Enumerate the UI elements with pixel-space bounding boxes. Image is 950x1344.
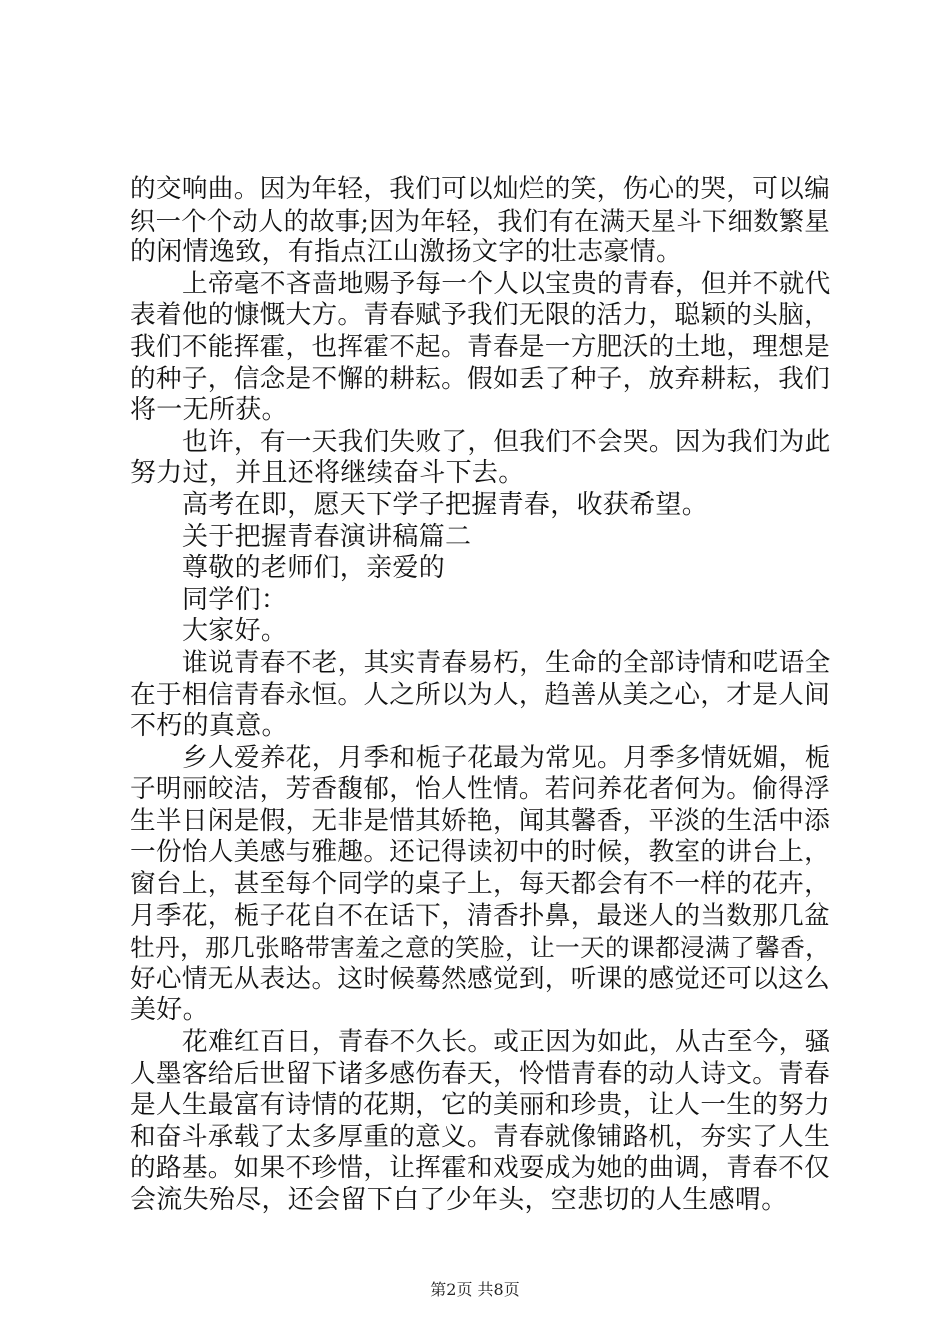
text-line: 生半日闲是假，无非是惜其娇艳，闻其馨香，平淡的生活中添	[130, 805, 830, 836]
text-line: 的路基。如果不珍惜，让挥霍和戏耍成为她的曲调，青春不仅	[130, 1153, 830, 1184]
paragraph	[130, 427, 830, 490]
text-line: 大家好。	[182, 616, 288, 647]
text-line: 的交响曲。因为年轻，我们可以灿烂的笑，伤心的哭，可以编	[130, 174, 830, 204]
page-footer: 第2页 共8页	[430, 1280, 520, 1299]
text-line: 乡人爱养花，月季和栀子花最为常见。月季多情妩媚，栀	[182, 742, 831, 773]
text-line: 高考在即，愿天下学子把握青春，收获希望。	[182, 489, 709, 520]
text-line: 同学们：	[182, 584, 288, 615]
text-line: 会流失殆尽，还会留下白了少年头，空悲切的人生感喟。	[130, 1185, 788, 1215]
text-line: 在于相信青春永恒。人之所以为人，趋善从美之心，才是人间	[130, 679, 830, 710]
text-line: 美好。	[130, 995, 209, 1026]
paragraph	[130, 743, 830, 1027]
text-line: 一份怡人美感与雅趣。还记得读初中的时候，教室的讲台上，	[130, 837, 830, 868]
paragraph	[130, 553, 830, 585]
text-line: 尊敬的老师们，亲爱的	[182, 553, 446, 584]
text-line: 好心情无从表达。这时候蓦然感觉到，听课的感觉还可以这么	[130, 963, 830, 994]
text-line: 努力过，并且还将继续奋斗下去。	[130, 458, 525, 489]
text-line: 是人生最富有诗情的花期，它的美丽和珍贵，让人一生的努力	[130, 1090, 830, 1121]
text-line: 窗台上，甚至每个同学的桌子上，每天都会有不一样的花卉，	[130, 869, 830, 900]
text-line: 子明丽皎洁，芳香馥郁，怡人性情。若问养花者何为。偷得浮	[130, 774, 830, 805]
text-line: 也许，有一天我们失败了，但我们不会哭。因为我们为此	[182, 426, 831, 457]
text-line: 花难红百日，青春不久长。或正因为如此，从古至今，骚	[182, 1027, 831, 1058]
text-line: 月季花，栀子花自不在话下，清香扑鼻，最迷人的当数那几盆	[130, 900, 830, 931]
paragraph	[130, 522, 830, 554]
text-line: 人墨客给后世留下诸多感伤春天，怜惜青春的动人诗文。青春	[130, 1058, 830, 1089]
text-line: 上帝毫不吝啬地赐予每一个人以宝贵的青春，但并不就代	[182, 268, 831, 299]
text-line: 织一个个动人的故事;因为年轻，我们有在满天星斗下细数繁星	[130, 206, 830, 236]
paragraph	[130, 1027, 830, 1217]
text-line: 牡丹，那几张略带害羞之意的笑脸，让一天的课都浸满了馨香，	[130, 933, 831, 963]
paragraph	[130, 174, 830, 269]
paragraph	[130, 616, 830, 648]
text-line: 关于把握青春演讲稿篇二	[182, 521, 472, 552]
text-line: 不朽的真意。	[130, 711, 288, 742]
text-line: 我们不能挥霍，也挥霍不起。青春是一方肥沃的土地，理想是	[130, 331, 830, 362]
text-line: 将一无所获。	[130, 395, 288, 426]
paragraph	[130, 585, 830, 617]
text-line: 的闲情逸致，有指点江山激扬文字的壮志豪情。	[130, 237, 683, 268]
document-body	[130, 174, 830, 1217]
text-line: 表着他的慷慨大方。青春赋予我们无限的活力，聪颖的头脑，	[130, 300, 830, 331]
paragraph	[130, 648, 830, 743]
paragraph	[130, 269, 830, 427]
paragraph	[130, 490, 830, 522]
text-line: 和奋斗承载了太多厚重的意义。青春就像铺路机，夯实了人生	[130, 1121, 830, 1152]
text-line: 谁说青春不老，其实青春易朽，生命的全部诗情和呓语全	[182, 647, 831, 678]
text-line: 的种子，信念是不懈的耕耘。假如丢了种子，放弃耕耘，我们	[130, 363, 830, 394]
